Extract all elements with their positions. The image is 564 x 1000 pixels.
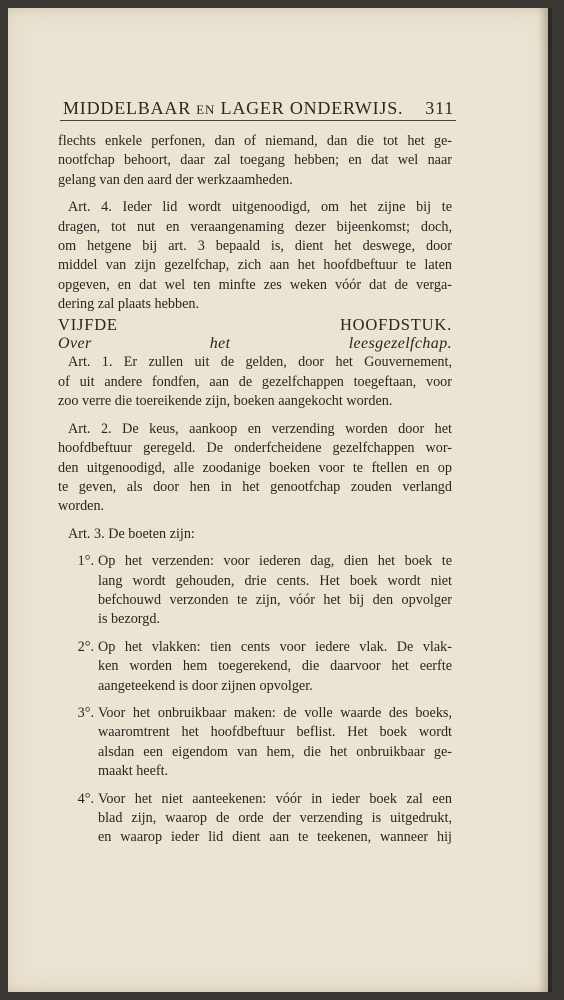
list-item (58, 552, 452, 630)
text-line: befchouwd verzonden te zijn, vóór het bij den opvolger (98, 591, 452, 608)
text-line: blad zijn, waarop de orde der verzending is uitgedrukt, (98, 810, 452, 826)
article-4 (58, 198, 452, 217)
text-line: aangeteekend is door zijnen opvolger. (98, 677, 313, 694)
paragraph-continuation (58, 132, 452, 190)
text-line: hoofdbeftuur geregeld. De onderfcheidene gezelfchappen wor- (58, 440, 452, 457)
item-number: 4°. (77, 790, 94, 807)
text-line: den uitgenoodigd, alle zoodanige boeken voor te ftellen en op (58, 459, 452, 476)
text-line: Art. 2. De keus, aankoop en verzending worden door het (68, 420, 452, 437)
text-line: dering zal plaats hebben. (58, 296, 200, 313)
text-line: flechts enkele perfonen, dan of niemand, dan die tot het ge- (58, 133, 452, 149)
article-1 (58, 353, 452, 372)
running-title: MIDDELBAAR en LAGER ONDERWIJS. (63, 98, 404, 118)
list-item (58, 704, 452, 782)
article-1-body (58, 373, 452, 412)
list-item (58, 638, 452, 696)
text-line: ken worden hem toegerekend, die daarvoor het eerfte (98, 658, 452, 675)
text-line: of uit andere fondfen, aan de gezelfchappen toegeftaan, voor (58, 373, 452, 390)
text-line: nootfchap behoort, daar zal toegang hebben; en dat wel naar (58, 152, 452, 169)
text-line: worden. (58, 498, 105, 515)
text-line: om hetgene bij art. 3 bepaald is, dient het deswege, door (58, 238, 452, 255)
text-line: lang wordt gehouden, drie cents. Het boek wordt niet (98, 572, 452, 589)
text-line: Op het verzenden: voor iederen dag, dien het boek te (98, 553, 452, 570)
text-line: en waarop ieder lid dient aan te teekenen, wanneer hij (98, 829, 452, 846)
chapter-subtitle: Over het leesgezelfchap. (58, 335, 452, 353)
article-2 (58, 420, 452, 439)
article-4-body (58, 218, 452, 315)
text-line: Voor het onbruikbaar maken: de volle waarde des boeks, (98, 704, 452, 721)
list-item (58, 790, 452, 848)
book-page (8, 8, 552, 992)
item-number: 3°. (77, 704, 94, 721)
header-rule (60, 120, 456, 121)
text-line: zoo verre die toereikende zijn, boeken aangekocht worden. (58, 393, 393, 410)
text-line: middel van zijn gezelfchap, zich aan het hoofdbeftuur te laten (58, 257, 452, 274)
text-line: Voor het niet aanteekenen: vóór in ieder boek zal een (98, 790, 452, 807)
page-edge (548, 8, 552, 992)
page-number: 311 (425, 98, 454, 118)
fine-list (58, 552, 452, 848)
article-3 (58, 525, 452, 544)
text-line: dragen, tot nut en veraangenaming dezer bijeenkomst; doch, (58, 218, 452, 235)
text-line: te geven, als door hen in het genootfchap zouden verlangd (58, 478, 452, 495)
text-line: Art. 1. Er zullen uit de gelden, door het Gouvernement, (68, 354, 452, 371)
item-number: 2°. (77, 638, 94, 655)
text-line: Art. 3. De boeten zijn: (68, 525, 195, 542)
text-line: opgeven, en dat wel ten minfte zes weken vóór dat de verga- (58, 276, 452, 293)
text-line: is bezorgd. (98, 611, 160, 628)
text-line: Art. 4. Ieder lid wordt uitgenoodigd, om het zijne bij te (68, 199, 452, 216)
text-line: gelang van den aard der werkzaamheden. (58, 171, 293, 188)
running-header (63, 98, 454, 119)
text-line: Op het vlakken: tien cents voor iedere vlak. De vlak- (98, 638, 452, 655)
text-line: maakt heeft. (98, 763, 169, 780)
chapter-heading: VIJFDE HOOFDSTUK. (58, 314, 452, 334)
text-line: waaromtrent het hoofdbeftuur beflist. Het boek wordt (98, 724, 452, 741)
article-2-body (58, 439, 452, 517)
text-line: alsdan een eigendom van hem, die het onbruikbaar ge- (98, 743, 452, 760)
item-number: 1°. (77, 553, 94, 570)
body-text (58, 132, 452, 848)
